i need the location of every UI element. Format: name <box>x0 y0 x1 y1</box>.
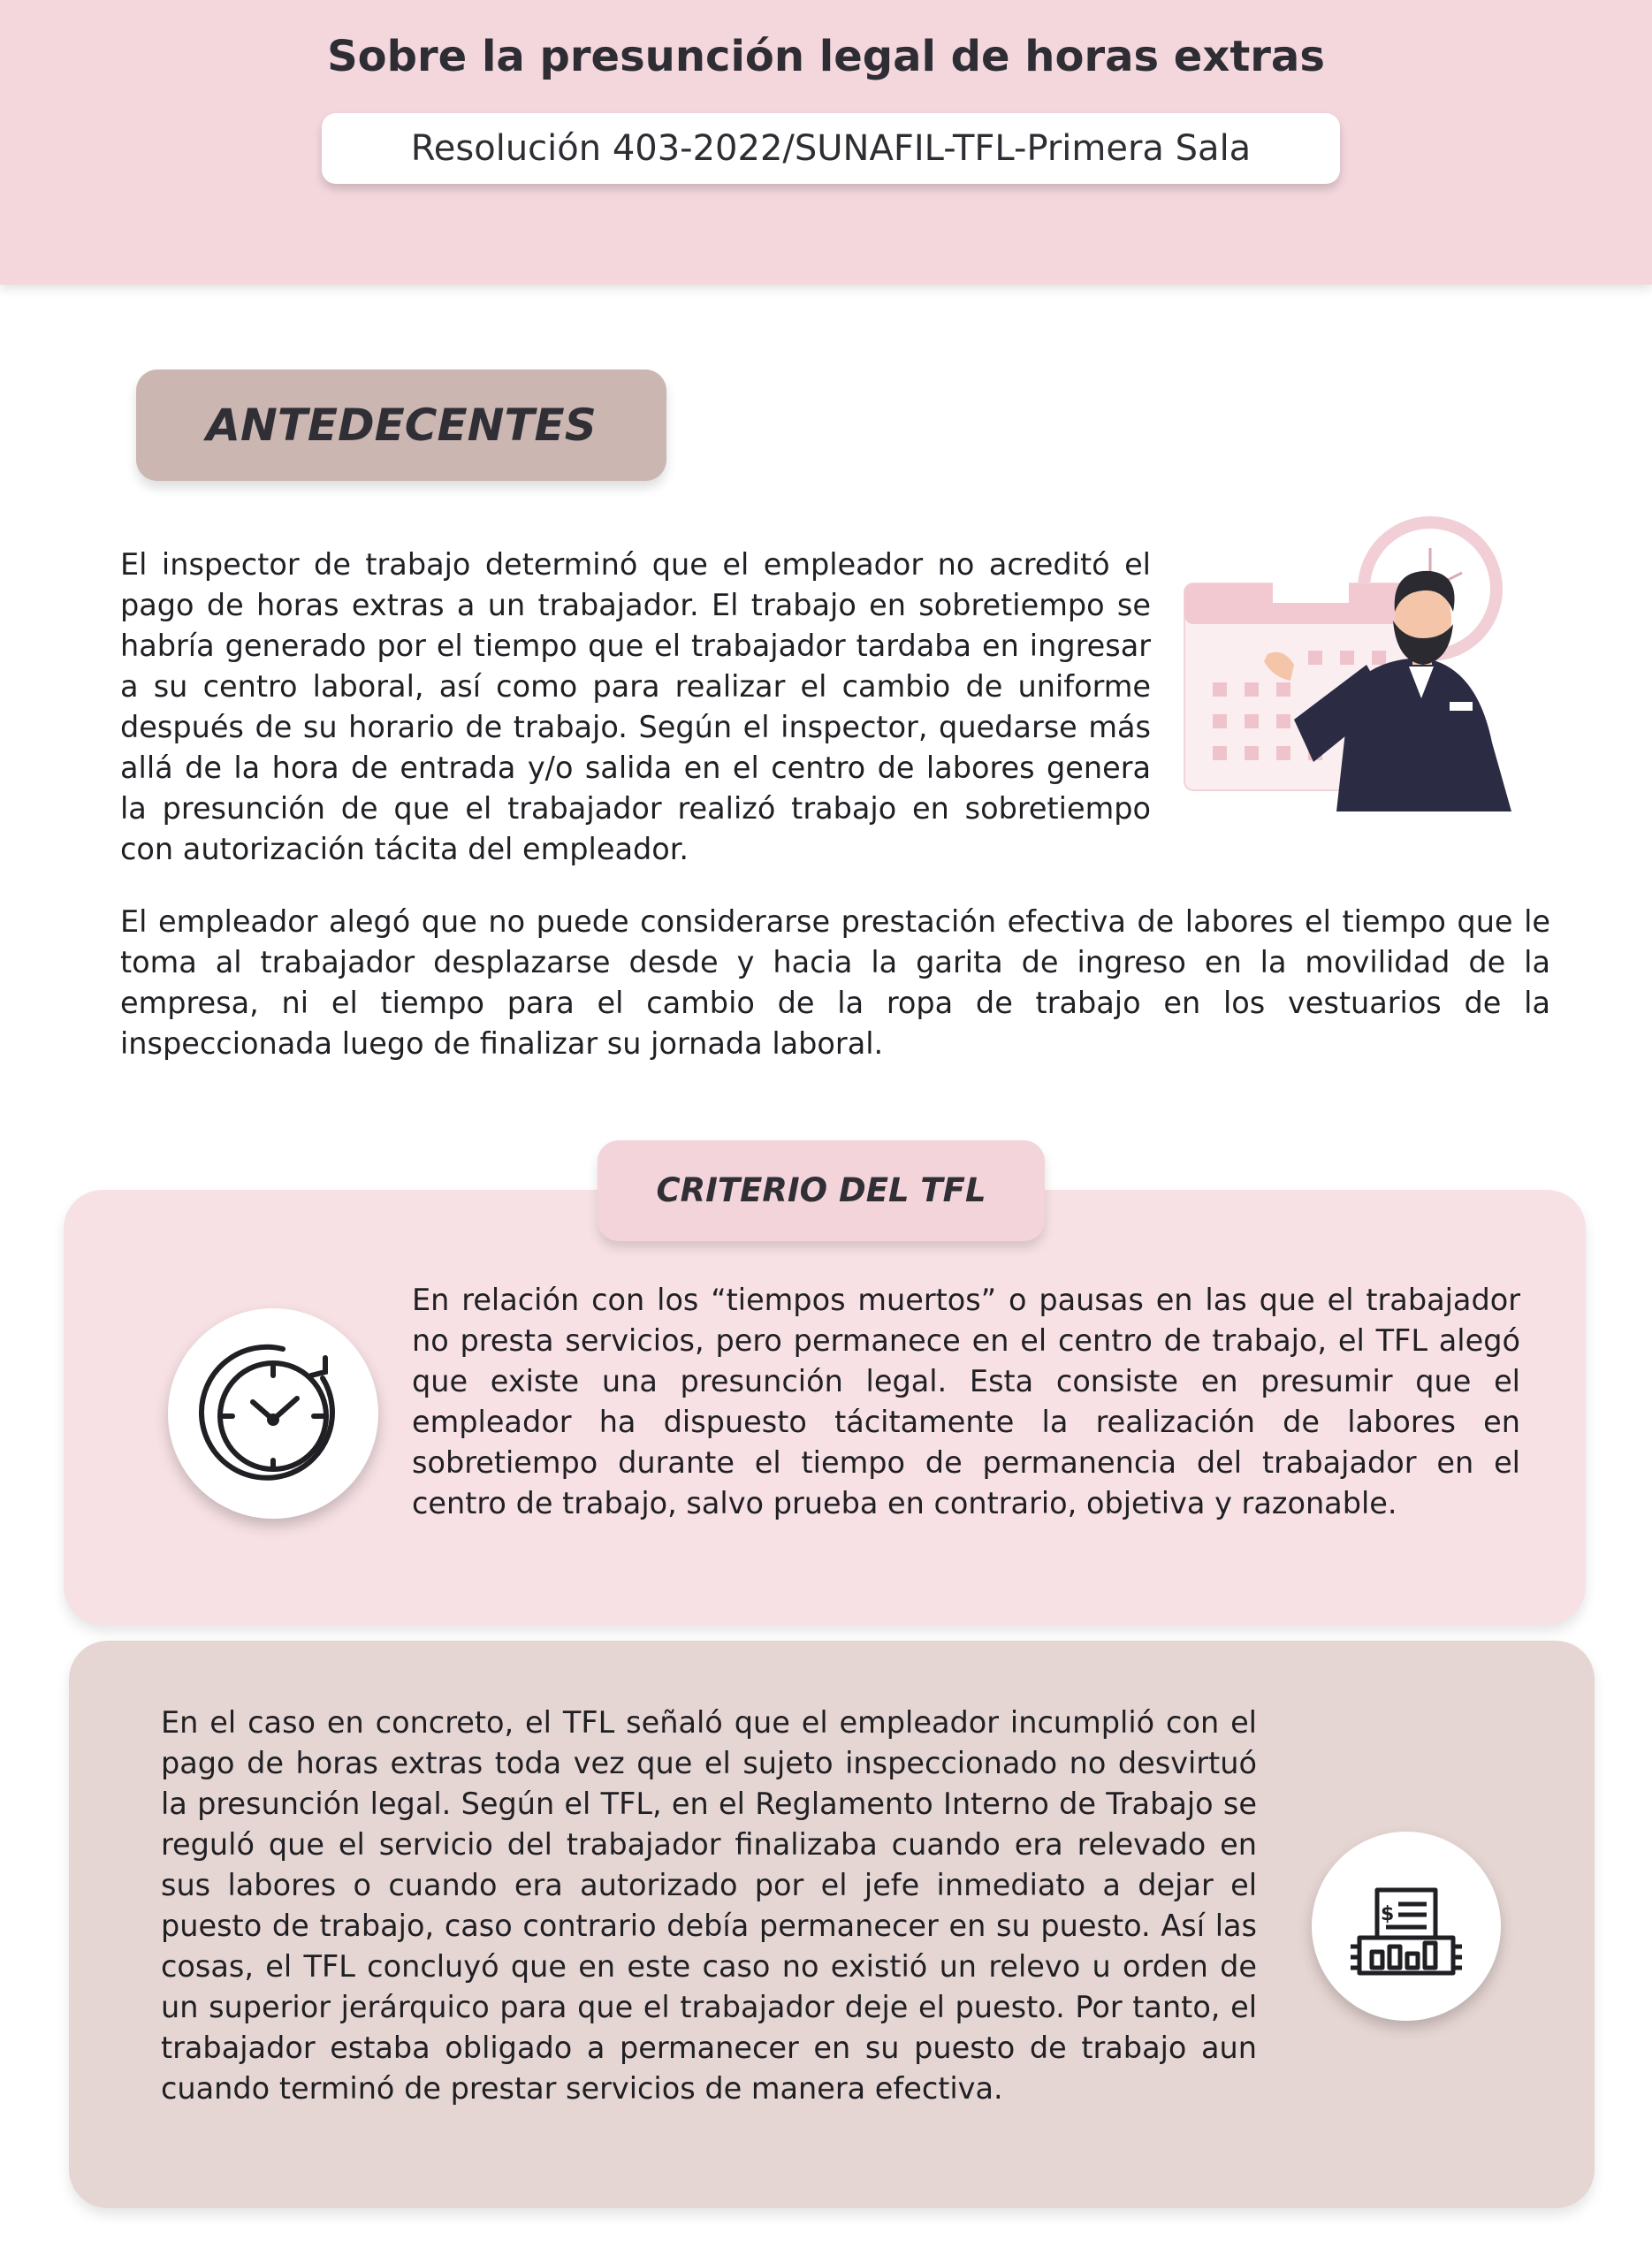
criterio-paragraph: En relación con los “tiempos muertos” o pausas en las que el trabajador no presta servicios, pero permanece en el centro de trabajo, el TFL alegó que existe una presunción legal. Esta consiste en presumir que el empleador ha dispuesto tácitamente la realización de labores en sobretiempo durante el tiempo de permanencia del trabajador en el centro de trabajo, salvo prueba en contrario, objetiva y razonable. <box>412 1283 1520 1520</box>
report-icon-badge <box>1312 1832 1501 2021</box>
antecedentes-heading: ANTEDECENTES <box>136 370 666 481</box>
financial-report-icon <box>1312 1832 1501 2021</box>
svg-text:$: $ <box>1381 1903 1395 1925</box>
clock-icon <box>168 1308 378 1519</box>
calendar-clock-businessman-icon <box>1181 514 1561 811</box>
header-banner <box>0 0 1652 285</box>
page-title: Sobre la presunción legal de horas extras <box>327 32 1325 81</box>
antecedentes-paragraph-2: El empleador alegó que no puede considerarse prestación efectiva de labores el tiempo que le toma al trabajador desplazarse desde y hacia la garita de ingreso en la movilidad de la empresa, ni el tiempo para el cambio de la ropa de trabajo en los vestuarios de la inspeccionada luego de finalizar su jornada laboral. <box>120 904 1550 1061</box>
criterio-heading: CRITERIO DEL TFL <box>598 1140 1045 1241</box>
resolution-subtitle: Resolución 403-2022/SUNAFIL-TFL-Primera Sala <box>322 113 1340 184</box>
clock-icon-badge <box>168 1308 378 1519</box>
caso-paragraph: En el caso en concreto, el TFL señaló que el empleador incumplió con el pago de horas extras toda vez que el sujeto inspeccionado no desvirtuó la presunción legal. Según el TFL, en el Reglamento Interno de Trabajo se reguló que el servicio del trabajador finalizaba cuando era relevado en sus labores o cuando era autorizado por el jefe inmediato a dejar el puesto de trabajo, caso contrario debía permanecer en su puesto. Así las cosas, el TFL concluyó que en este caso no existió un relevo u orden de un superior jerárquico para que el trabajador deje el puesto. Por tanto, el trabajador estaba obligado a permanecer en su puesto de trabajo aun cuando terminó de prestar servicios de manera efectiva. <box>161 1705 1257 2106</box>
antecedentes-paragraph-1: El inspector de trabajo determinó que el empleador no acreditó el pago de horas extras a un trabajador. El trabajo en sobretiempo se habría generado por el tiempo que el trabajador tardaba en ingresar a su centro laboral, así como para realizar el cambio de uniforme después de su horario de trabajo. Según el inspector, quedarse más allá de la hora de entrada y/o salida en el centro de labores genera la presunción de que el trabajador realizó trabajo en sobretiempo con autorización tácita del empleador. <box>120 547 1151 866</box>
